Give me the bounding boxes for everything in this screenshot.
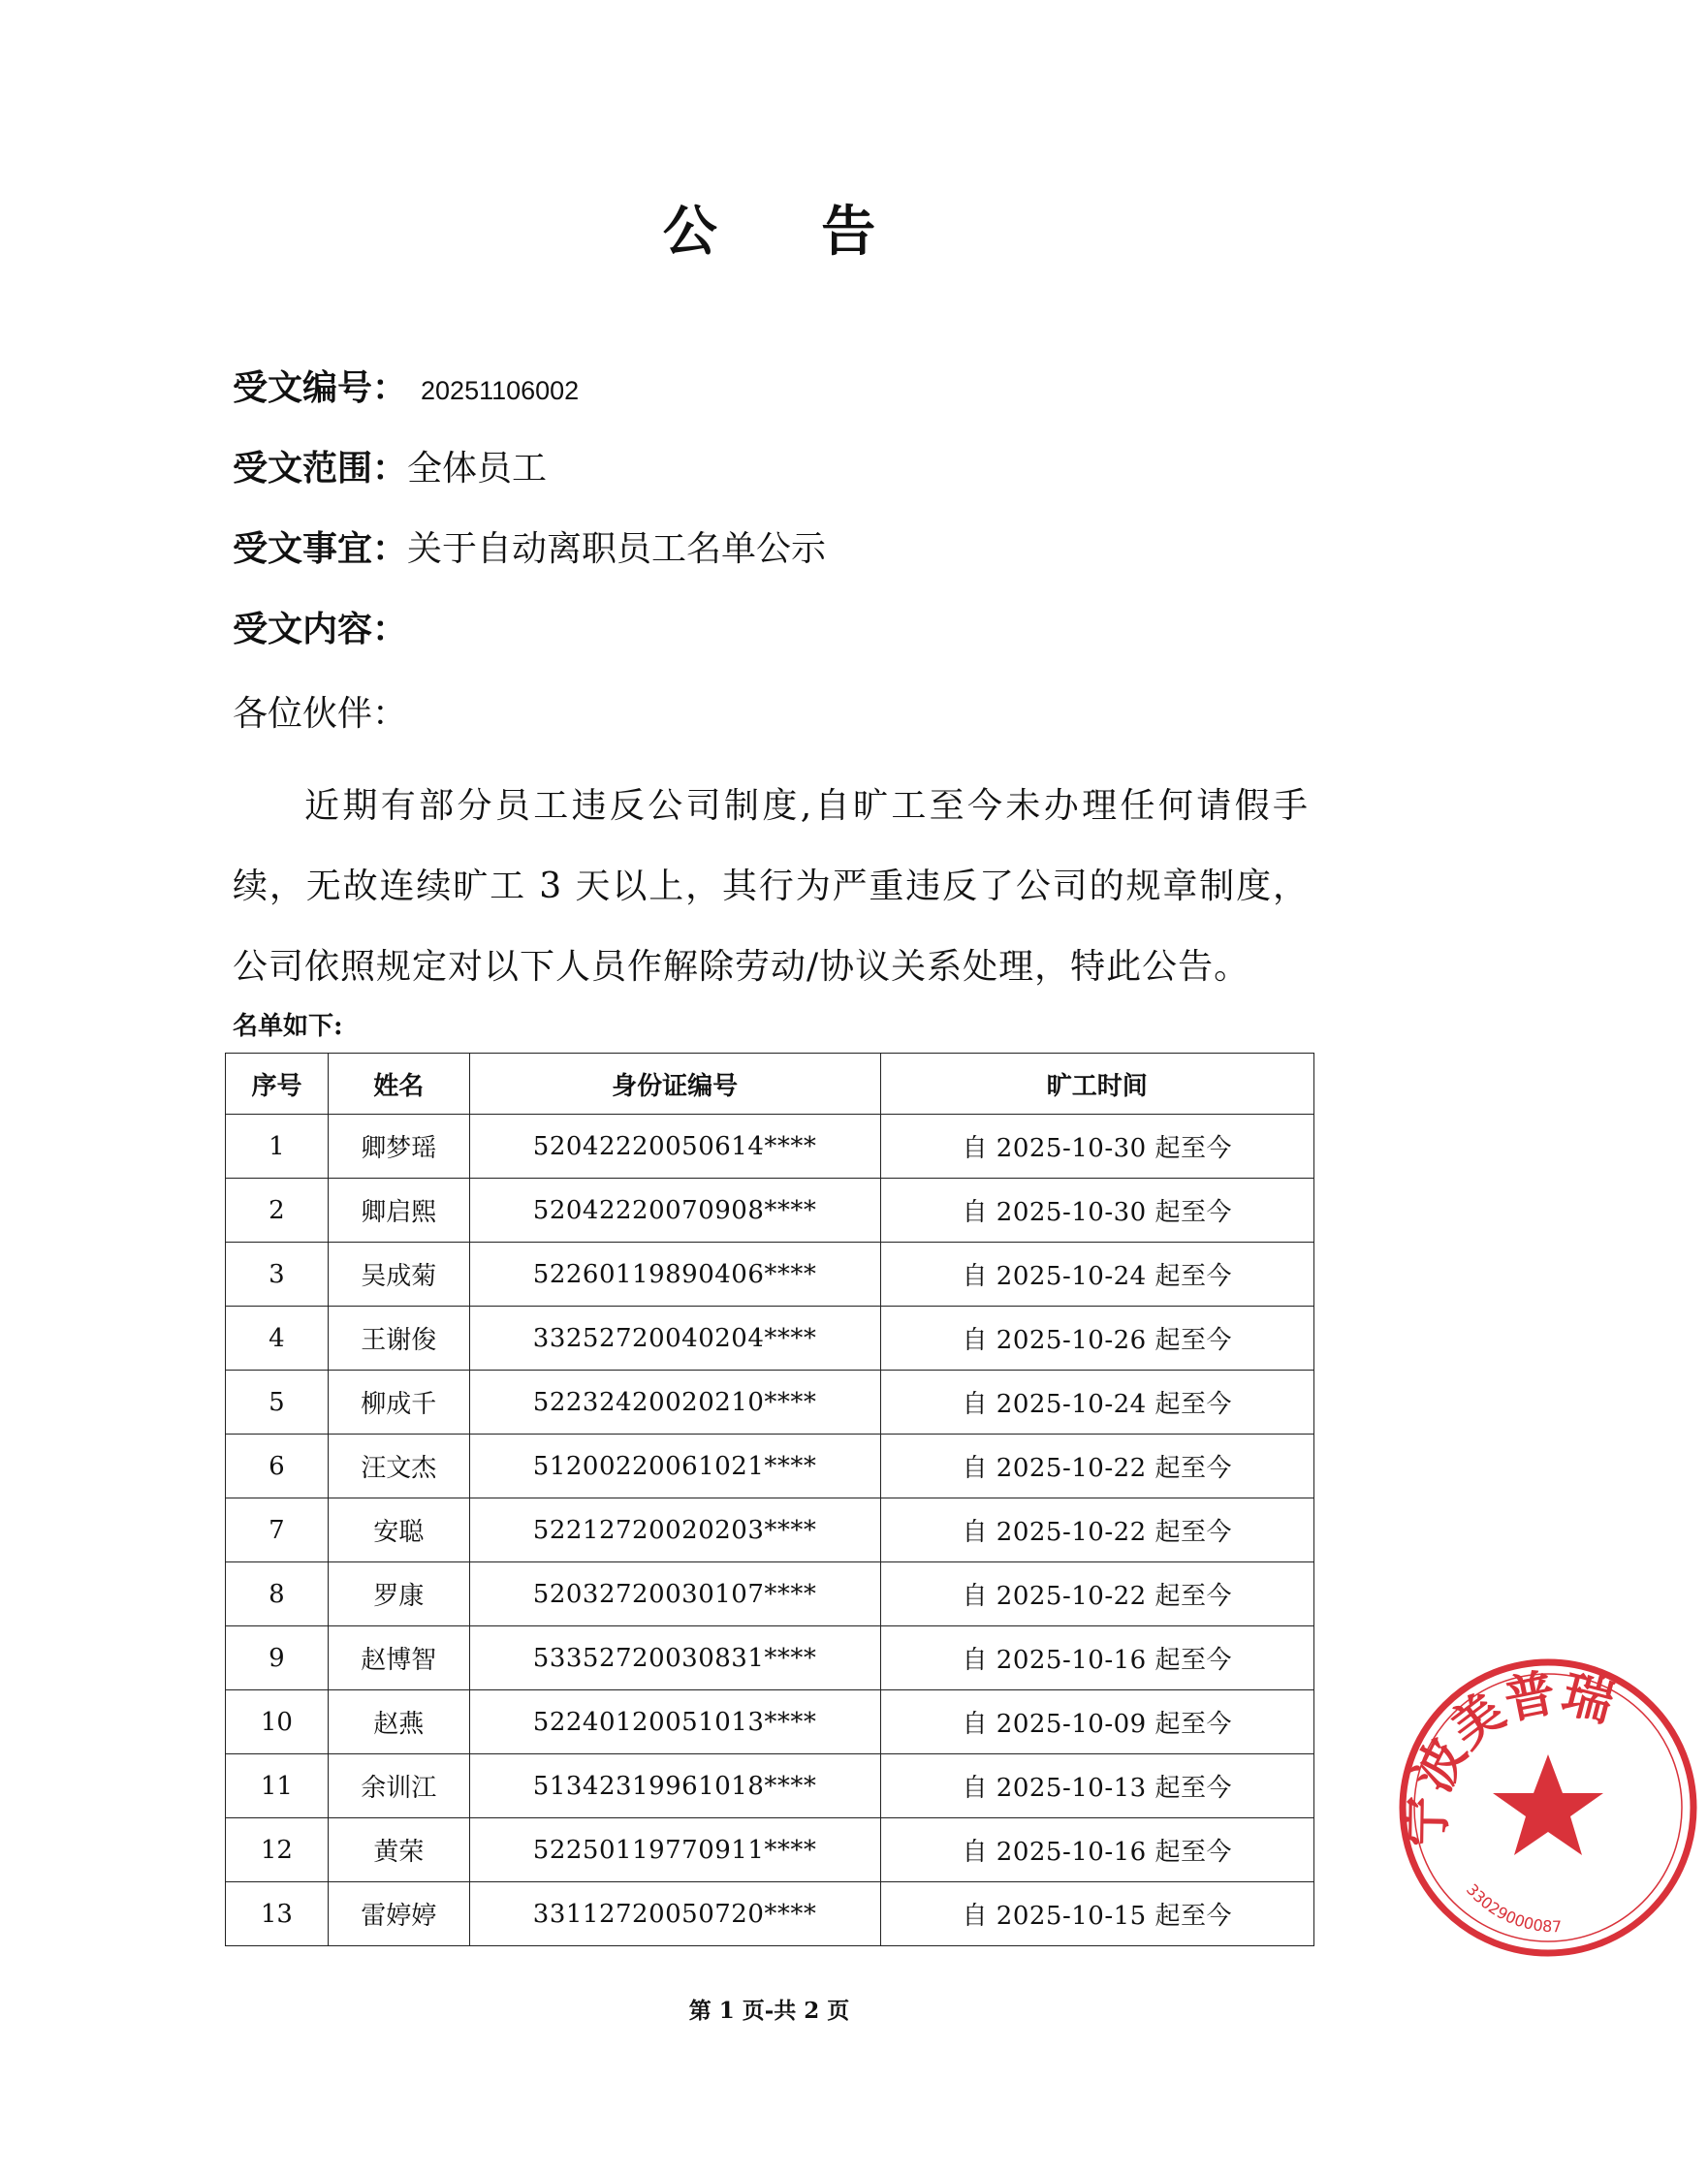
- row-index: 12: [226, 1818, 329, 1882]
- row-id-number: 52260119890406****: [469, 1243, 880, 1307]
- meta-key: 受文编号：: [233, 367, 408, 408]
- row-index: 10: [226, 1690, 329, 1754]
- meta-value: 20251106002: [421, 376, 580, 405]
- svg-text:宁波美普瑞: [1397, 1663, 1620, 1846]
- row-name: 柳成千: [328, 1371, 469, 1435]
- row-absence-period: 自 2025-10-30 起至今: [880, 1115, 1314, 1179]
- table-row: [226, 1115, 1314, 1179]
- seal-number: 33029000087: [1462, 1879, 1563, 1937]
- table-row: [226, 1818, 1314, 1882]
- row-name: 赵燕: [328, 1690, 469, 1754]
- meta-content: [233, 602, 407, 651]
- table-header-row: [226, 1054, 1314, 1115]
- row-id-number: 51342319961018****: [469, 1754, 880, 1818]
- row-index: 4: [226, 1307, 329, 1371]
- row-id-number: 52232420020210****: [469, 1371, 880, 1435]
- table-row: [226, 1754, 1314, 1818]
- row-id-number: 52250119770911****: [469, 1818, 880, 1882]
- table-row: [226, 1179, 1314, 1243]
- row-name: 雷婷婷: [328, 1882, 469, 1946]
- header-index: 序号: [226, 1054, 329, 1115]
- table-row: [226, 1562, 1314, 1626]
- document-title: 公 告: [662, 200, 919, 264]
- row-name: 卿梦瑶: [328, 1115, 469, 1179]
- meta-doc-number: [233, 361, 579, 410]
- row-id-number: 52032720030107****: [469, 1562, 880, 1626]
- row-absence-period: 自 2025-10-16 起至今: [880, 1626, 1314, 1690]
- row-index: 7: [226, 1498, 329, 1562]
- meta-value: 关于自动离职员工名单公示: [407, 529, 827, 569]
- meta-subject: [233, 521, 826, 571]
- row-absence-period: 自 2025-10-24 起至今: [880, 1243, 1314, 1307]
- row-id-number: 52212720020203****: [469, 1498, 880, 1562]
- row-name: 赵博智: [328, 1626, 469, 1690]
- row-index: 8: [226, 1562, 329, 1626]
- row-absence-period: 自 2025-10-22 起至今: [880, 1435, 1314, 1498]
- row-index: 1: [226, 1115, 329, 1179]
- row-name: 罗康: [328, 1562, 469, 1626]
- meta-scope: [233, 441, 547, 490]
- row-index: 2: [226, 1179, 329, 1243]
- row-id-number: 51200220061021****: [469, 1435, 880, 1498]
- row-id-number: 52240120051013****: [469, 1690, 880, 1754]
- svg-text:33029000087: [1463, 1880, 1562, 1936]
- row-name: 余训江: [328, 1754, 469, 1818]
- row-name: 汪文杰: [328, 1435, 469, 1498]
- table-row: [226, 1243, 1314, 1307]
- row-index: 3: [226, 1243, 329, 1307]
- row-name: 卿启熙: [328, 1179, 469, 1243]
- row-absence-period: 自 2025-10-22 起至今: [880, 1562, 1314, 1626]
- row-name: 黄荣: [328, 1818, 469, 1882]
- body-paragraph: 近期有部分员工违反公司制度,自旷工至今未办理任何请假手续，无故连续旷工 3 天以上，其行为严重违反了公司的规章制度，公司依照规定对以下人员作解除劳动/协议关系处理，特此公告。: [233, 786, 1309, 987]
- row-index: 9: [226, 1626, 329, 1690]
- row-id-number: 52042220050614****: [469, 1115, 880, 1179]
- page-footer: 第 1 页-共 2 页: [688, 1998, 850, 2024]
- meta-key: 受文事宜：: [233, 528, 408, 569]
- row-index: 13: [226, 1882, 329, 1946]
- row-name: 安聪: [328, 1498, 469, 1562]
- table-row: [226, 1498, 1314, 1562]
- table-row: [226, 1435, 1314, 1498]
- row-absence-period: 自 2025-10-26 起至今: [880, 1307, 1314, 1371]
- row-name: 吴成菊: [328, 1243, 469, 1307]
- row-index: 11: [226, 1754, 329, 1818]
- meta-key: 受文内容：: [233, 609, 408, 649]
- row-name: 王谢俊: [328, 1307, 469, 1371]
- table-row: [226, 1882, 1314, 1946]
- company-seal: [1388, 1648, 1708, 1968]
- row-absence-period: 自 2025-10-24 起至今: [880, 1371, 1314, 1435]
- table-row: [226, 1690, 1314, 1754]
- table-row: [226, 1371, 1314, 1435]
- header-absence: 旷工时间: [880, 1054, 1314, 1115]
- table-row: [226, 1307, 1314, 1371]
- row-absence-period: 自 2025-10-30 起至今: [880, 1179, 1314, 1243]
- row-id-number: 33252720040204****: [469, 1307, 880, 1371]
- header-id: 身份证编号: [469, 1054, 880, 1115]
- row-absence-period: 自 2025-10-16 起至今: [880, 1818, 1314, 1882]
- table-row: [226, 1626, 1314, 1690]
- roster-table: [225, 1053, 1314, 1946]
- meta-key: 受文范围：: [233, 448, 408, 489]
- table-body: [226, 1115, 1314, 1946]
- row-absence-period: 自 2025-10-22 起至今: [880, 1498, 1314, 1562]
- list-title: 名单如下:: [233, 1012, 343, 1041]
- greeting: 各位伙伴：: [233, 694, 408, 734]
- row-index: 5: [226, 1371, 329, 1435]
- row-absence-period: 自 2025-10-15 起至今: [880, 1882, 1314, 1946]
- row-index: 6: [226, 1435, 329, 1498]
- row-id-number: 53352720030831****: [469, 1626, 880, 1690]
- meta-value: 全体员工: [407, 449, 548, 489]
- header-name: 姓名: [328, 1054, 469, 1115]
- row-id-number: 52042220070908****: [469, 1179, 880, 1243]
- row-id-number: 33112720050720****: [469, 1882, 880, 1946]
- row-absence-period: 自 2025-10-13 起至今: [880, 1754, 1314, 1818]
- seal-text: 宁波美普瑞: [1397, 1662, 1620, 1847]
- row-absence-period: 自 2025-10-09 起至今: [880, 1690, 1314, 1754]
